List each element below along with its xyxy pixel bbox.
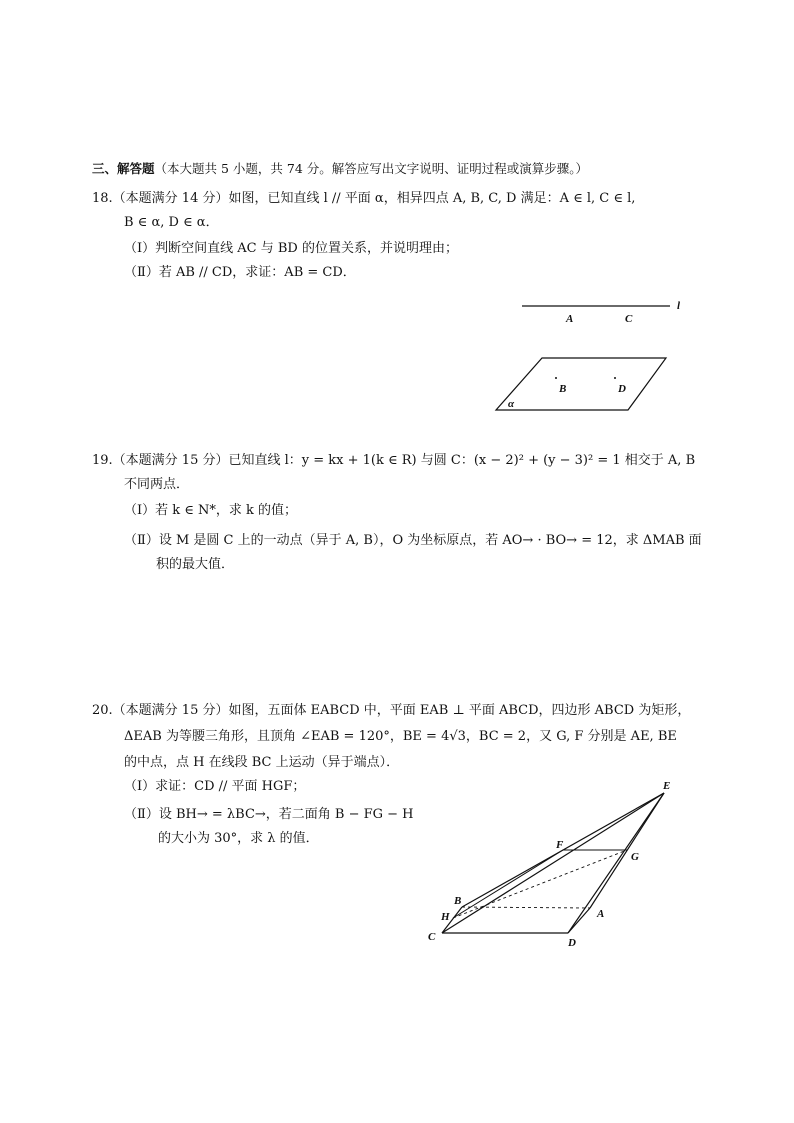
label-C-18: C (625, 313, 633, 325)
q20-stem-line3: 的中点，点 H 在线段 BC 上运动（异于端点）． (124, 755, 400, 770)
q20-part2-line1: （Ⅱ）设 BH→ = λBC→，若二面角 B − FG − H (124, 807, 414, 822)
plane-alpha (496, 358, 666, 410)
label-F: F (556, 839, 564, 851)
q20-part1: （Ⅰ）求证：CD // 平面 HGF； (124, 779, 306, 794)
label-G: G (631, 851, 639, 863)
point-D (614, 377, 616, 379)
q18-part1: （Ⅰ）判断空间直线 AC 与 BD 的位置关系，并说明理由； (124, 241, 458, 256)
q19-part2-line2: 积的最大值． (156, 557, 235, 572)
label-A: A (597, 908, 605, 920)
section-header (92, 160, 588, 178)
edge-C-E (442, 793, 664, 933)
q18-stem-line2: B ∈ α, D ∈ α． (124, 215, 219, 230)
label-D-18: D (618, 383, 626, 395)
label-l: l (677, 300, 681, 312)
q19-part2-line1: （Ⅱ）设 M 是圆 C 上的一动点（异于 A, B），O 为坐标原点，若 AO→ · BO→ = 12，求 ΔMAB 面 (124, 533, 702, 548)
label-B: B (454, 895, 462, 907)
q19-part1: （Ⅰ）若 k ∈ N*，求 k 的值； (124, 503, 298, 518)
point-B (555, 377, 557, 379)
section-note: （本大题共 5 小题，共 74 分。解答应写出文字说明、证明过程或演算步骤。） (154, 161, 589, 176)
label-D: D (568, 937, 576, 949)
q20-stem-line2: ΔEAB 为等腰三角形，且顶角 ∠EAB = 120°，BE = 4√3，BC = 2，又 G, F 分别是 AE, BE (124, 729, 677, 744)
q20-part2-line2: 的大小为 30°，求 λ 的值． (158, 831, 319, 846)
edge-D-A (568, 908, 590, 933)
q20-figure (420, 780, 690, 960)
q19-stem-line2: 不同两点． (124, 477, 190, 492)
section-title: 三、解答题 (92, 161, 155, 176)
label-E: E (663, 780, 671, 792)
edge-E-D (568, 793, 664, 933)
label-alpha: α (508, 398, 515, 410)
q18-stem-line1: 18.（本题满分 14 分）如图，已知直线 l // 平面 α，相异四点 A, B, C, D 满足：A ∈ l, C ∈ l, (92, 191, 636, 206)
q20-stem-line1: 20.（本题满分 15 分）如图，五面体 EABCD 中，平面 EAB ⊥ 平面 ABCD，四边形 ABCD 为矩形， (92, 703, 691, 718)
label-C: C (428, 931, 436, 943)
q18-figure (480, 290, 700, 420)
label-H: H (441, 911, 450, 923)
label-B-18: B (559, 383, 567, 395)
q19-stem-line1: 19.（本题满分 15 分）已知直线 l：y = kx + 1(k ∈ R) 与圆 C：(x − 2)² + (y − 3)² = 1 相交于 A, B (92, 453, 696, 468)
label-A-18: A (566, 313, 574, 325)
q18-part2: （Ⅱ）若 AB // CD，求证：AB = CD． (124, 265, 356, 280)
